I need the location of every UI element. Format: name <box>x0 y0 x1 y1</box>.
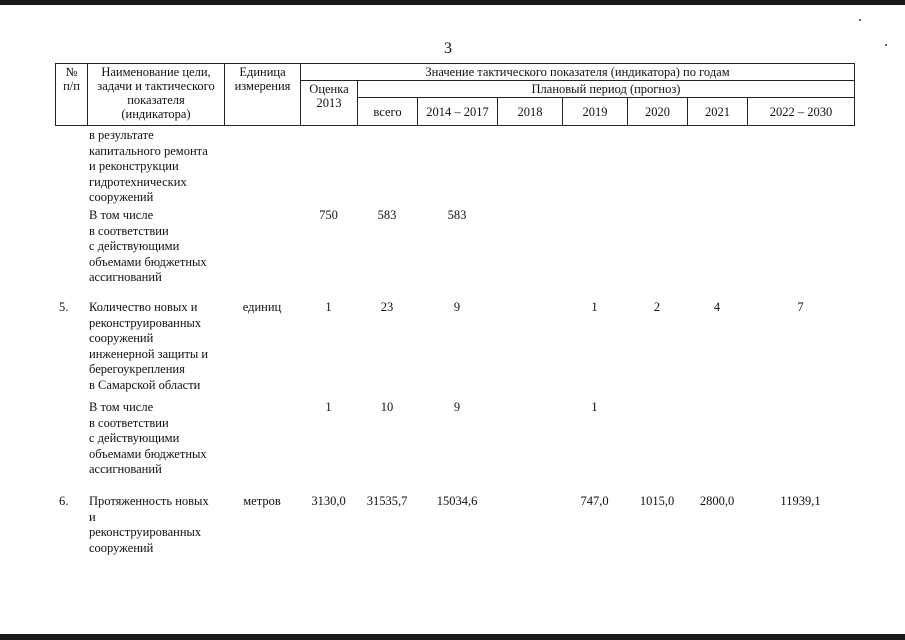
unit-of-measure: метров <box>243 494 281 508</box>
header-year-2020: 2020 <box>628 98 688 126</box>
value-cell <box>417 128 497 208</box>
row-number <box>55 128 87 208</box>
scan-bottom-border <box>0 634 905 640</box>
unit-of-measure <box>224 128 300 208</box>
value-cell: 15034,6 <box>436 494 478 508</box>
row-number: 5. <box>59 300 69 314</box>
unit-of-measure <box>224 208 300 300</box>
value-cell <box>497 208 562 300</box>
header-year-2014-2017: 2014 – 2017 <box>418 98 498 126</box>
value-cell: 3130,0 <box>311 494 346 508</box>
value-cell: 583 <box>447 208 467 222</box>
table-body <box>55 128 854 564</box>
header-col-plan: Плановый период (прогноз) <box>358 81 855 98</box>
value-cell <box>497 400 562 494</box>
value-cell <box>562 128 627 208</box>
value-cell: 10 <box>380 400 394 414</box>
value-cell <box>747 208 854 300</box>
value-cell: 583 <box>377 208 397 222</box>
value-cell: 1 <box>325 400 332 414</box>
value-cell <box>627 128 687 208</box>
row-number <box>55 208 87 300</box>
value-cell: 750 <box>319 208 338 222</box>
scan-top-border <box>0 0 905 5</box>
value-cell <box>687 128 747 208</box>
header-year-2022-2030: 2022 – 2030 <box>748 98 855 126</box>
header-col-unit: Единица измерения <box>225 64 301 126</box>
value-cell: 4 <box>713 300 721 314</box>
indicator-name: Количество новых и реконструированных сооружений инженерной защиты и берегоукрепления в Самарской области <box>89 300 209 392</box>
value-cell: 23 <box>380 300 394 314</box>
indicator-name: в результате капитального ремонта и реконструкции гидротехнических сооружений <box>89 128 208 204</box>
table-row <box>55 494 854 564</box>
table-row <box>55 400 854 494</box>
header-year-2018: 2018 <box>498 98 563 126</box>
value-cell: 2 <box>653 300 661 314</box>
header-year-2019: 2019 <box>563 98 628 126</box>
value-cell: 1 <box>591 400 598 414</box>
value-cell <box>357 128 417 208</box>
value-cell: 31535,7 <box>366 494 408 508</box>
value-cell <box>747 400 854 494</box>
value-cell <box>687 400 747 494</box>
scan-speck <box>885 44 887 46</box>
value-cell: 1 <box>325 300 332 314</box>
header-col-number: № п/п <box>56 64 88 126</box>
value-cell: 747,0 <box>580 494 609 508</box>
value-cell <box>300 128 357 208</box>
row-number <box>55 400 87 494</box>
header-year-total: всего <box>358 98 418 126</box>
value-cell: 7 <box>797 300 804 314</box>
header-col-values: Значение тактического показателя (индикатора) по годам <box>301 64 855 81</box>
indicator-name: В том числе в соответствии с действующими объемами бюджетных ассигнований <box>89 208 207 284</box>
value-cell <box>747 128 854 208</box>
table-row <box>55 128 854 208</box>
row-number: 6. <box>59 494 69 508</box>
value-cell: 9 <box>453 400 461 414</box>
value-cell <box>562 208 627 300</box>
scan-speck <box>859 19 861 21</box>
value-cell <box>687 208 747 300</box>
value-cell: 1 <box>591 300 598 314</box>
header-col-estimate: Оценка 2013 <box>301 81 358 126</box>
table-row <box>55 300 854 400</box>
table-header <box>55 63 855 126</box>
value-cell <box>497 494 562 564</box>
indicator-name: В том числе в соответствии с действующими объемами бюджетных ассигнований <box>89 400 207 476</box>
unit-of-measure <box>224 400 300 494</box>
unit-of-measure: единиц <box>242 300 282 314</box>
value-cell: 1015,0 <box>639 494 675 508</box>
value-cell: 2800,0 <box>699 494 735 508</box>
table-row <box>55 208 854 300</box>
value-cell <box>627 208 687 300</box>
indicator-name: Протяженность новых и реконструированных сооружений <box>89 494 209 555</box>
header-year-2021: 2021 <box>688 98 748 126</box>
header-col-name: Наименование цели, задачи и тактического показателя (индикатора) <box>88 64 225 126</box>
value-cell <box>497 300 562 400</box>
value-cell <box>627 400 687 494</box>
page-number: 3 <box>444 40 452 57</box>
value-cell: 9 <box>453 300 461 314</box>
value-cell <box>497 128 562 208</box>
value-cell: 11939,1 <box>780 494 821 508</box>
